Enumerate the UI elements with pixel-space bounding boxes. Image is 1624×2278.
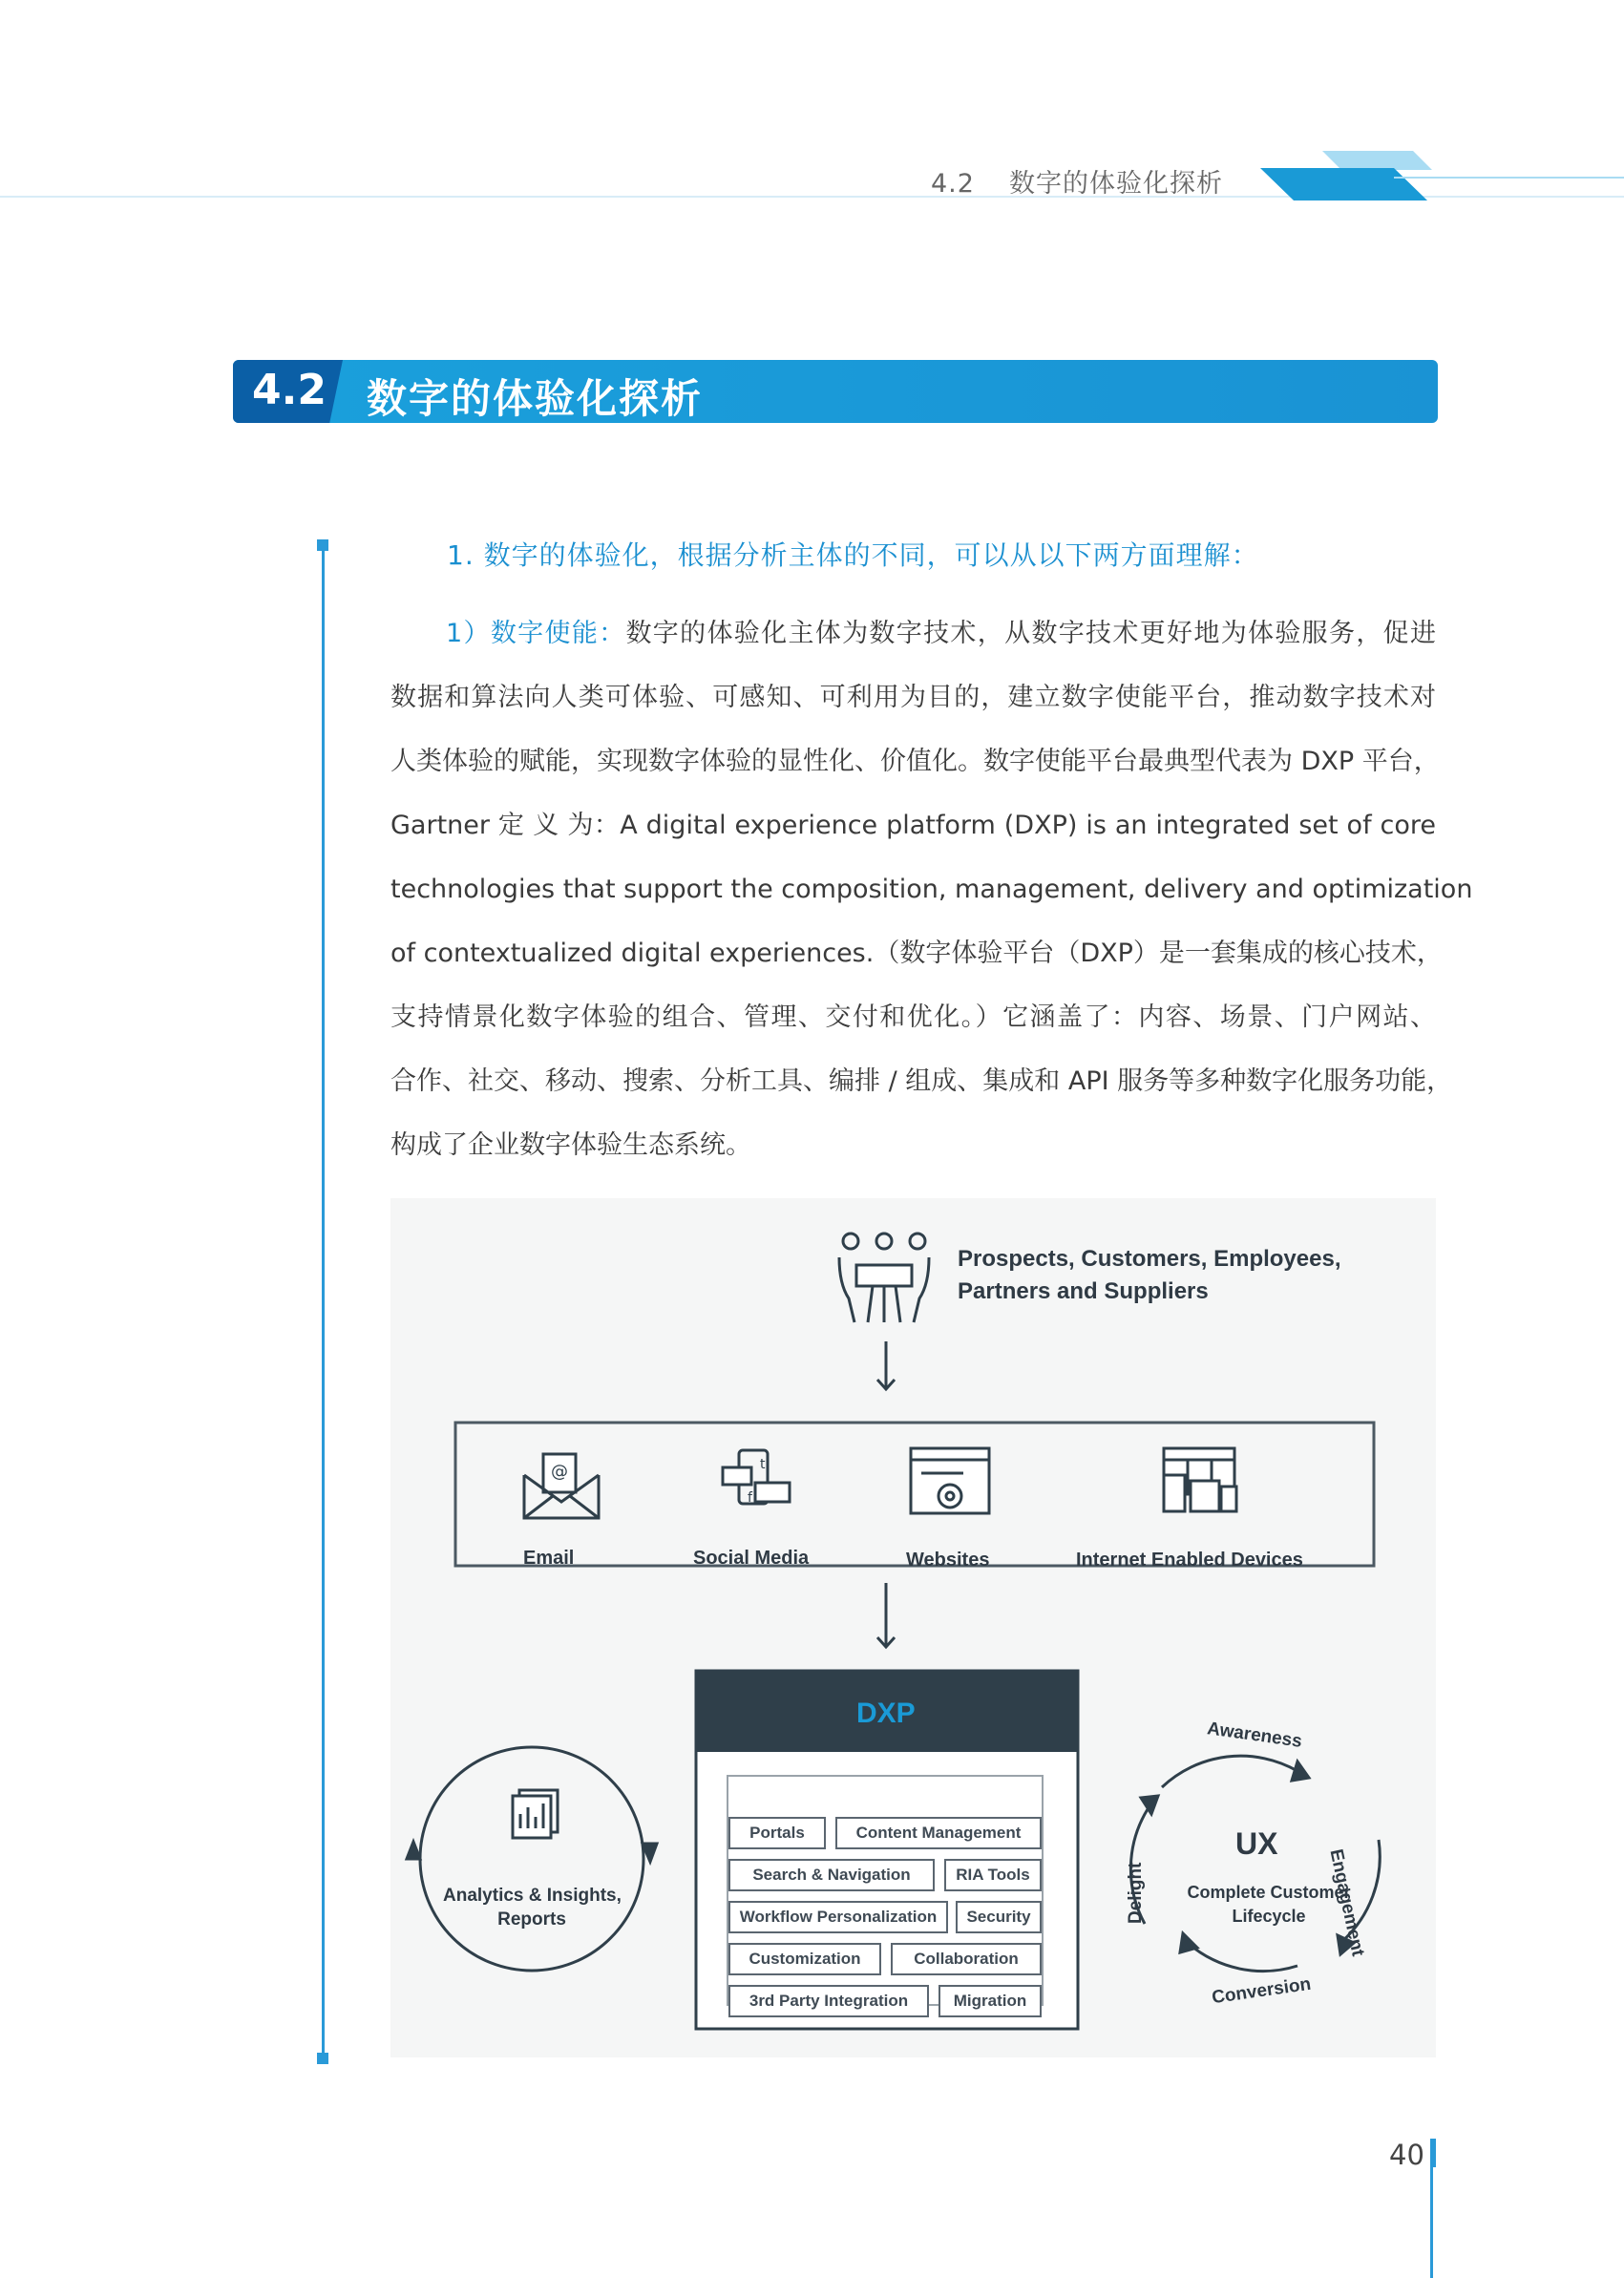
dxp-diagram: [390, 1198, 1436, 2057]
dxp-chip-content-management: Content Management: [835, 1817, 1042, 1849]
header-ribbon-icon: [1251, 151, 1624, 208]
paragraph-line: 数据和算法向人类可体验、可感知、可利用为目的，建立数字使能平台，推动数字技术对: [390, 683, 1436, 712]
running-header-title: 数字的体验化探析: [1008, 169, 1223, 199]
paragraph-line: 合作、社交、移动、搜索、分析工具、编排 / 组成、集成和 API 服务等多种数字化服务功能，: [390, 1066, 1453, 1096]
body-paragraph: [390, 601, 1473, 1177]
paragraph-line: 构成了企业数字体验生态系统。: [390, 1130, 751, 1160]
dxp-chip-collaboration: Collaboration: [891, 1943, 1042, 1975]
devices-icon: [1164, 1448, 1236, 1511]
dxp-chip-search-navigation: Search & Navigation: [728, 1859, 935, 1891]
dxp-chip-ria-tools: RIA Tools: [944, 1859, 1042, 1891]
people-meeting-icon: [839, 1234, 929, 1322]
analytics-line-2: Reports: [497, 1909, 566, 1930]
paragraph-line: Gartner 定 义 为：A digital experience platform (DXP) is an integrated set of core: [390, 811, 1436, 840]
bracket-bottom-cap: [317, 2053, 328, 2064]
ux-engagement-label: Engagement: [1325, 1847, 1368, 1958]
running-header-number: 4.2: [931, 169, 975, 199]
ux-awareness-label: Awareness: [1206, 1719, 1304, 1752]
social-media-icon: [723, 1450, 790, 1506]
ux-subtitle-line-2: Lifecycle: [1232, 1907, 1306, 1926]
paragraph-line: 支持情景化数字体验的组合、管理、交付和优化。）它涵盖了：内容、场景、门户网站、: [390, 1002, 1436, 1032]
ux-subtitle-line-1: Complete Customer: [1187, 1883, 1351, 1902]
audience-line-1: Prospects, Customers, Employees,: [958, 1246, 1341, 1272]
channel-email-label: Email: [523, 1548, 575, 1569]
subheading: 1. 数字的体验化，根据分析主体的不同，可以从以下两方面理解：: [447, 539, 1259, 571]
audience-label: [958, 1243, 1340, 1308]
page-number: 40: [1389, 2139, 1424, 2171]
ux-title: UX: [1235, 1826, 1278, 1861]
dxp-chip-portals: Portals: [728, 1817, 826, 1849]
svg-text:t.: t.: [760, 1457, 770, 1472]
section-number: 4.2: [252, 366, 327, 414]
paragraph-lead: 1）数字使能：: [446, 619, 626, 648]
analytics-cycle-icon: [407, 1747, 657, 1971]
dxp-chip-integration: 3rd Party Integration: [728, 1985, 929, 2017]
audience-line-2: Partners and Suppliers: [958, 1278, 1209, 1304]
paragraph-line-1: [390, 601, 1436, 665]
analytics-label: [443, 1884, 621, 1931]
channel-social-label: Social Media: [693, 1548, 810, 1569]
website-icon: [911, 1448, 989, 1513]
ux-conversion-label: Conversion: [1210, 1973, 1313, 2009]
channel-websites-label: Websites: [906, 1550, 990, 1571]
dxp-chip-customization: Customization: [728, 1943, 881, 1975]
page-number-bar: [1430, 2139, 1433, 2278]
arrow-down-icon: [877, 1341, 895, 1389]
paragraph-text: 数字的体验化主体为数字技术，从数字技术更好地为体验服务，促进: [625, 619, 1436, 648]
paragraph-line: technologies that support the composition, management, delivery and optimization: [390, 875, 1473, 904]
arrow-down-icon: [877, 1583, 895, 1647]
analytics-line-1: Analytics & Insights,: [443, 1886, 622, 1906]
report-icon: [513, 1790, 558, 1838]
dxp-title: DXP: [856, 1698, 916, 1729]
paragraph-line: of contextualized digital experiences.（数字体验平台（DXP）是一套集成的核心技术，: [390, 939, 1443, 968]
section-title: 数字的体验化探析: [367, 375, 704, 422]
bracket-top-cap: [317, 539, 328, 551]
paragraph-line: 人类体验的赋能，实现数字体验的显性化、价值化。数字使能平台最典型代表为 DXP 平台，: [390, 747, 1440, 776]
svg-text:f: f: [748, 1490, 752, 1506]
running-header-text: [931, 162, 1223, 200]
dxp-chip-migration: Migration: [939, 1985, 1042, 2017]
ux-delight-label: Delight: [1126, 1862, 1146, 1924]
content-bracket: [322, 539, 325, 2064]
section-banner: [233, 360, 1438, 423]
running-header: [0, 0, 1624, 220]
dxp-chip-workflow: Workflow Personalization: [728, 1901, 948, 1933]
dxp-chip-security: Security: [956, 1901, 1042, 1933]
channel-devices-label: Internet Enabled Devices: [1076, 1550, 1303, 1571]
email-icon: [524, 1454, 599, 1518]
svg-text:@: @: [551, 1462, 568, 1482]
